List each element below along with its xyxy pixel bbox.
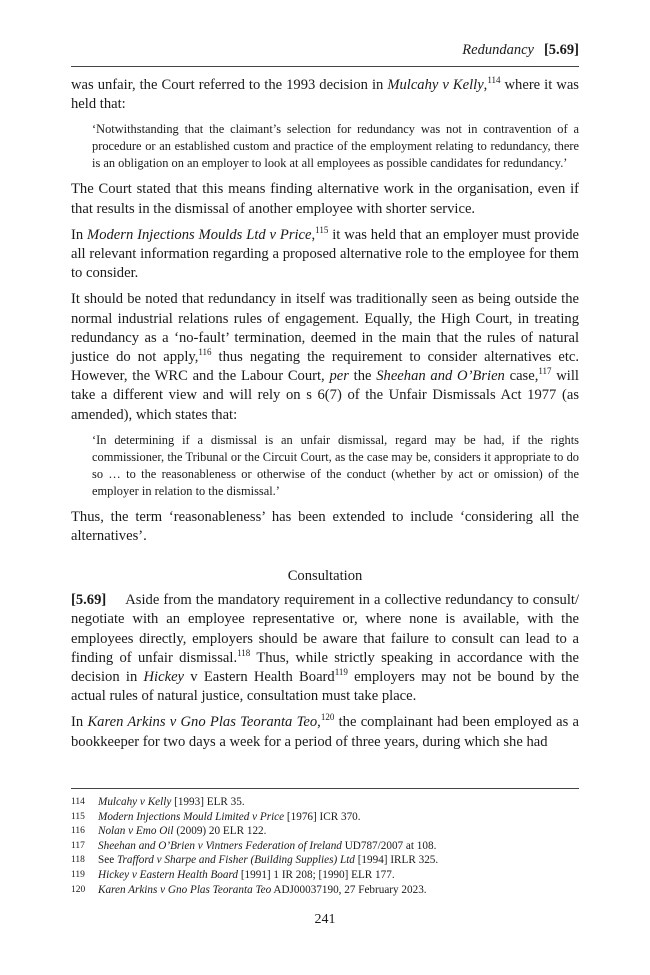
footnote-marker[interactable]: 117 [538,366,552,377]
text-run: In [71,714,88,731]
footnote-text [98,853,438,868]
case-name: Sheehan and O’Brien v Vintners Federation of Ireland [98,839,342,852]
text-run: Thus, while strictly speaking in accordance with the decision in [71,649,579,686]
paragraph-reasonableness: Thus, the term ‘reasonableness’ has been extended to include ‘considering all the alternatives’. [71,508,579,545]
block-quote-mulcahy: ‘Notwithstanding that the claimant’s selection for redundancy was not in contravention of a procedure or an established custom and practice of the employment relating to redundancy, there is an obligation on an employer to look at all employees as possible candidates for redundancy.’ [92,122,579,171]
footnote-number: 117 [71,840,85,851]
footnote-text [98,883,427,898]
footnote-rule [71,788,579,789]
footnote [71,824,579,839]
latin-term: per [329,368,349,385]
case-name: Hickey [143,669,185,686]
running-header [71,42,579,59]
case-name: Mulcahy v Kelly [387,77,484,93]
text-run: [1993] ELR 35. [171,796,245,808]
text-run: case, [504,368,539,385]
text-run: [1976] ICR 370. [284,810,361,823]
text-run: was unfair, the Court referred to the 1993 decision in [71,77,388,93]
case-name: Karen Arkins v Gno Plas Teoranta Teo [87,714,318,731]
paragraph-number: [5.69] [71,592,107,609]
case-name: Karen Arkins v Gno Plas Teoranta Teo [98,883,272,896]
footnote-number: 120 [71,884,86,895]
case-name: Modern Injections Mould Limited v Price [98,810,285,823]
header-rule [71,66,579,67]
footnote-text [98,868,395,883]
paragraph-consultation [71,591,579,706]
text-run: In [71,226,88,243]
footnote-number: 116 [71,826,85,837]
footnote-text [98,824,266,839]
case-name: Sheehan and O’Brien [376,368,505,385]
section-heading: Consultation [287,568,363,585]
text-run: Aside from the mandatory requirement in a collective redundancy to consult/ negotiate with an employee representative or, where none is available, with the employees directly, employers should be aware that failure to consult can lead to a finding of unfair dismissal. [71,592,579,666]
footnote-number: 114 [71,797,85,807]
footnote-marker[interactable]: 120 [320,712,335,723]
text-run: the [348,368,377,385]
case-name: Mulcahy v Kelly [98,796,172,808]
paragraph-court-stated: The Court stated that this means finding alternative work in the organisation, even if that results in the dismissal of another employee with shorter service. [71,181,579,217]
footnote [71,868,579,883]
text-run: where it was held that: [71,77,579,113]
footnote [71,883,579,898]
footnote-marker[interactable]: 119 [334,667,348,678]
footnote-marker[interactable]: 116 [198,347,212,358]
footnote-marker[interactable]: 118 [237,648,251,658]
text-run: v Eastern Health Board [184,669,335,686]
text-run: (2009) 20 ELR 122. [173,825,267,838]
footnote-text [98,839,436,854]
text-run: will take a different view and will rely on s 6(7) of the Unfair Dismissals Act 1977 (as amended), which states that: [71,368,579,423]
text-run: [1991] 1 IR 208; [1990] ELR 177. [238,868,395,881]
text-run: , [311,226,316,243]
text-run: , [317,714,321,731]
footnote-number: 119 [71,869,85,880]
footnote-number: 115 [71,811,85,822]
footnote-text [98,810,361,825]
text-run: employers may not be bound by the actual rules of natural justice, consultation must take place. [71,669,579,705]
footnote-marker[interactable]: 115 [315,224,329,235]
footnotes [71,795,579,897]
text-run: See [98,854,117,867]
footnote-number: 118 [71,855,85,866]
text-run: thus negating the requirement to consider alternatives etc. However, the WRC and the Labour Court, [71,349,579,385]
footnote-text [98,795,245,810]
paragraph-natural-justice [71,290,579,424]
case-name: Modern Injections Moulds Ltd v Price [87,226,312,243]
footnote-marker[interactable]: 114 [487,75,501,86]
paragraph-karen-arkins [71,713,579,751]
running-header-paragraph-ref: [5.69] [543,42,579,58]
text-run: ADJ00037190, 27 February 2023. [271,883,427,896]
text-run: , [483,77,488,93]
block-quote-statute: ‘In determining if a dismissal is an unfair dismissal, regard may be had, if the rights commissioner, the Tribunal or the Circuit Court, as the case may be, considers it appropriate to do so … to the reasonableness or otherwise of the conduct (whether by act or omission) of the employer in relation to the dismissal.’ [92,432,579,498]
case-name: Trafford v Sharpe and Fisher (Building Supplies) Ltd [116,854,355,867]
text-run: UD787/2007 at 108. [341,839,437,852]
running-header-title: Redundancy [462,42,534,58]
paragraph-mulcahy [71,76,579,114]
paragraph-modern-injections [71,226,579,284]
case-name: Hickey v Eastern Health Board [98,868,239,881]
footnote [71,839,579,854]
page-body [71,76,579,759]
text-run: It should be noted that redundancy in itself was traditionally seen as being outside the normal industrial relations rules of engagement. Equally, the High Court, in treating redundancy as a ‘no-fault’ termination, deemed in the main that the rules of natural justice do not apply, [71,291,579,366]
page-number: 241 [314,912,336,927]
footnote [71,795,579,810]
case-name: Nolan v Emo Oil [98,825,174,838]
text-run: the complainant had been employed as a bookkeeper for two days a week for a period of three years, during which she had [71,714,580,750]
footnote [71,810,579,825]
text-run: [1994] IRLR 325. [354,854,439,867]
footnote [71,853,579,868]
text-run: it was held that an employer must provide all relevant information regarding a proposed alternative role to the employee for them to consider. [71,226,580,282]
